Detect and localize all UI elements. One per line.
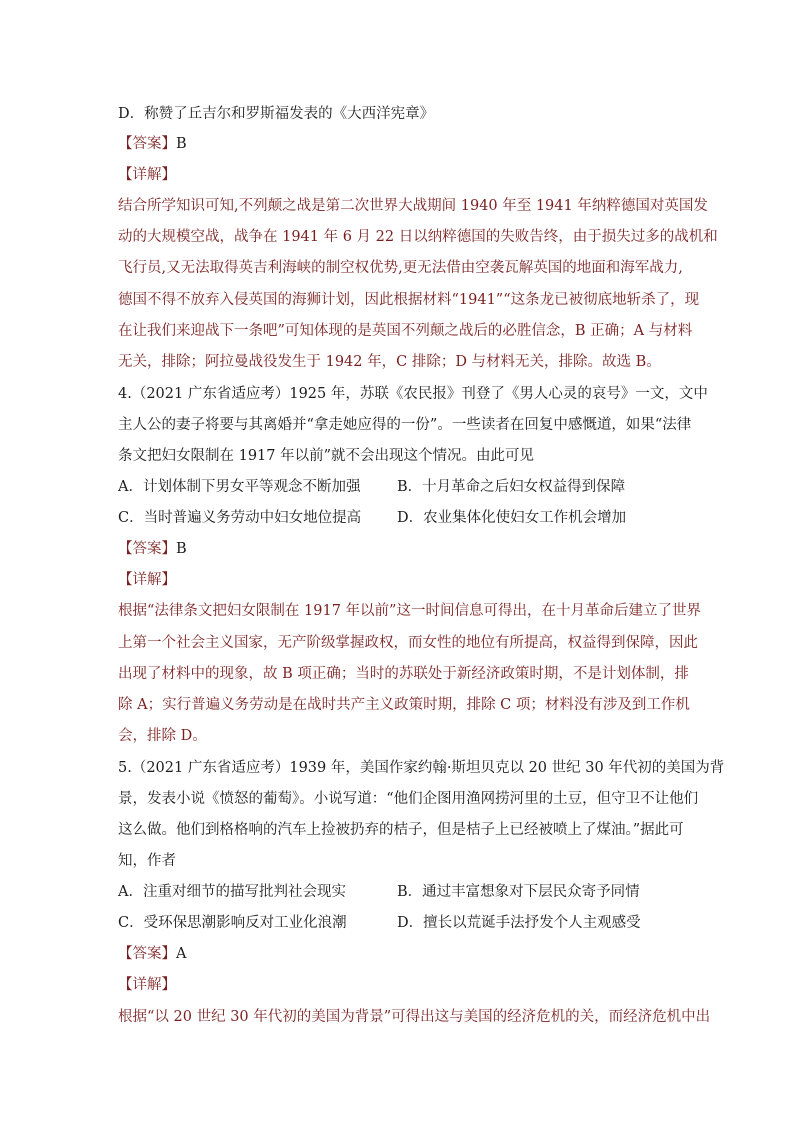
- q4-option-c: C．当时普遍义务劳动中妇女地位提高: [118, 510, 362, 526]
- q3-detail-label: 【详解】: [118, 167, 176, 183]
- q4-detail-line: 根据“法律条文把妇女限制在 1917 年以前”这一时间信息可得出，在十月革命后建立了世界: [118, 603, 701, 619]
- answer-label: 【答案】: [118, 541, 176, 557]
- q3-detail-line: 在让我们来迎战下一条吧”可知体现的是英国不列颠之战后的必胜信念，B 正确；A 与材料: [118, 323, 693, 339]
- answer-label: 【答案】: [118, 946, 176, 962]
- q3-detail-line: 动的大规模空战，战争在 1941 年 6 月 22 日以纳粹德国的失败告终，由于损失过多的战机和: [118, 229, 718, 245]
- q3-option-d: D．称赞了丘吉尔和罗斯福发表的《大西洋宪章》: [118, 106, 435, 122]
- q3-detail-line: 结合所学知识可知,不列颠之战是第二次世界大战期间 1940 年至 1941 年纳粹德国对英国发: [118, 198, 708, 214]
- answer-value: B: [176, 541, 187, 557]
- q5-stem-line: 5.（2021 广东省适应考）1939 年，美国作家约翰·斯坦贝克以 20 世纪 30 年代初的美国为背: [118, 760, 725, 776]
- q4-answer: [118, 539, 187, 559]
- q3-answer: [118, 134, 187, 154]
- q5-answer: [118, 944, 186, 964]
- answer-value: A: [176, 946, 187, 962]
- q4-detail-line: 除 A；实行普遍义务劳动是在战时共产主义政策时期，排除 C 项；材料没有涉及到工作机: [118, 697, 690, 713]
- q5-stem-line: 景，发表小说《愤怒的葡萄》。小说写道：“他们企图用渔网捞河里的土豆，但守卫不让他们: [118, 791, 699, 807]
- q3-detail-line: 德国不得不放弃入侵英国的海狮计划，因此根据材料“1941”“这条龙已被彻底地斩杀了，现: [118, 292, 700, 308]
- q3-detail-line: 无关，排除；阿拉曼战役发生于 1942 年，C 排除；D 与材料无关，排除。故选 B。: [118, 354, 661, 370]
- q4-option-b: B．十月革命之后妇女权益得到保障: [397, 479, 626, 495]
- q4-detail-label: 【详解】: [118, 572, 176, 588]
- q3-detail-line: 飞行员,又无法取得英吉利海峡的制空权优势,更无法借由空袭瓦解英国的地面和海军战力,: [118, 260, 683, 276]
- q4-detail-line: 会，排除 D。: [118, 728, 207, 744]
- q5-detail-label: 【详解】: [118, 977, 176, 993]
- q4-option-d: D．农业集体化使妇女工作机会增加: [397, 510, 627, 526]
- q5-option-a: A．注重对细节的描写批判社会现实: [118, 884, 346, 900]
- q5-option-c: C．受环保思潮影响反对工业化浪潮: [118, 915, 347, 931]
- answer-label: 【答案】: [118, 136, 176, 152]
- q4-detail-line: 上第一个社会主义国家，无产阶级掌握政权，而女性的地位有所提高，权益得到保障，因此: [118, 635, 698, 651]
- q4-option-a: A．计划体制下男女平等观念不断加强: [118, 479, 361, 495]
- q4-stem-line: 4.（2021 广东省适应考）1925 年，苏联《农民报》刊登了《男人心灵的哀号》一文，文中: [118, 386, 708, 402]
- q5-detail-line: 根据“以 20 世纪 30 年代初的美国为背景”可得出这与美国的经济危机的关，而经济危机中出: [118, 1009, 711, 1025]
- q5-stem-line: 知，作者: [118, 853, 176, 869]
- q4-detail-line: 出现了材料中的现象，故 B 项正确；当时的苏联处于新经济政策时期，不是计划体制，排: [118, 666, 689, 682]
- q4-stem-line: 条文把妇女限制在 1917 年以前”就不会出现这个情况。由此可见: [118, 448, 535, 464]
- q5-option-d: D．擅长以荒诞手法抒发个人主观感受: [397, 915, 641, 931]
- answer-value: B: [176, 136, 187, 152]
- q4-stem-line: 主人公的妻子将要与其离婚并“拿走她应得的一份”。一些读者在回复中感慨道，如果“法律: [118, 417, 692, 433]
- q5-stem-line: 这么做。他们到格格响的汽车上捡被扔弃的桔子，但是桔子上已经被喷上了煤油。”据此可: [118, 822, 684, 838]
- q5-option-b: B．通过丰富想象对下层民众寄予同情: [397, 884, 640, 900]
